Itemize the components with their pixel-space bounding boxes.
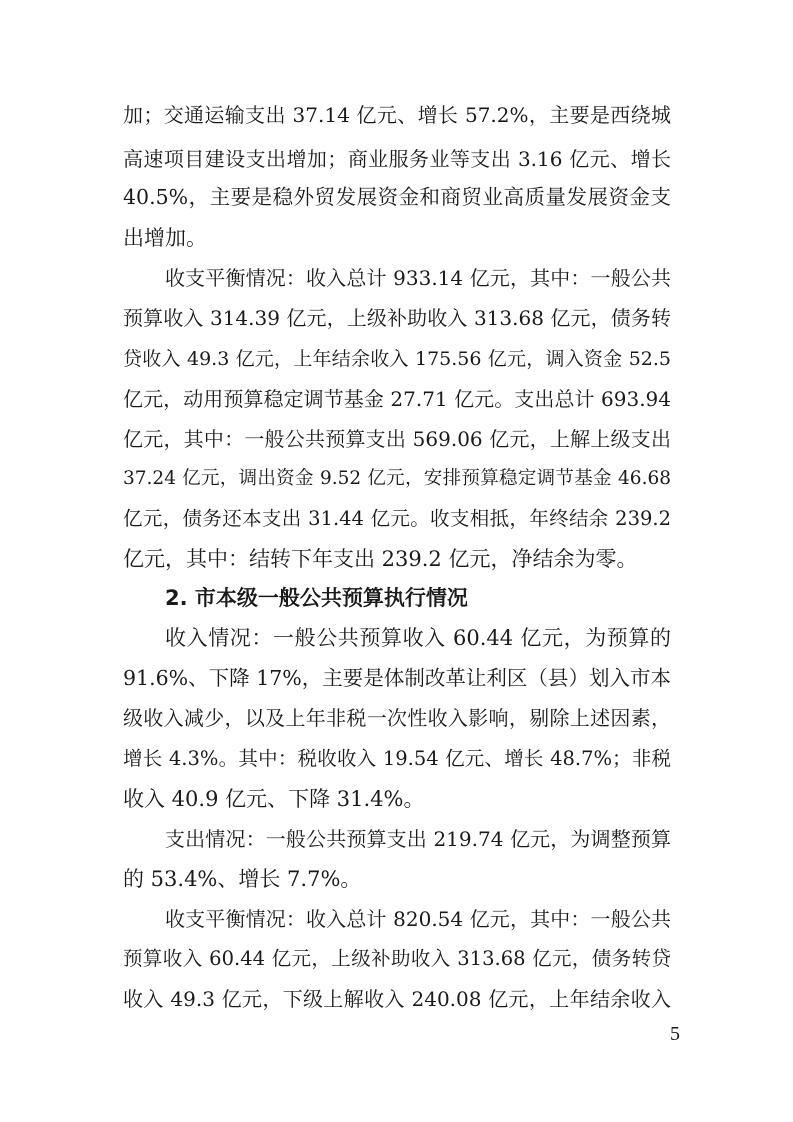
text-line: 级收入减少，以及上年非税一次性收入影响，剔除上述因素， <box>123 706 671 730</box>
text-line: 亿元，债务还本支出 31.44 亿元。收支相抵，年终结余 239.2 <box>123 507 671 530</box>
text-line: 亿元，其中：结转下年支出 239.2 亿元，净结余为零。 <box>123 547 638 571</box>
text-line: 预算收入 314.39 亿元，上级补助收入 313.68 亿元，债务转 <box>123 306 671 330</box>
section-heading: 2. 市本级一般公共预算执行情况 <box>165 586 468 610</box>
text-line: 增长 4.3%。其中：税收收入 19.54 亿元、增长 48.7%；非税 <box>123 747 671 770</box>
paragraph-start-line: 支出情况：一般公共预算支出 219.74 亿元，为调整预算 <box>165 827 671 851</box>
text-line: 亿元，动用预算稳定调节基金 27.71 亿元。支出总计 693.94 <box>123 387 671 411</box>
paragraph-start-line: 收入情况：一般公共预算收入 60.44 亿元，为预算的 <box>165 626 671 650</box>
page-number: 5 <box>670 1023 680 1045</box>
text-line: 收入 49.3 亿元，下级上解收入 240.08 亿元，上年结余收入 <box>123 987 671 1011</box>
text-line: 91.6%、下降 17%，主要是体制改革让利区（县）划入市本 <box>123 666 671 690</box>
text-line: 的 53.4%、增长 7.7%。 <box>123 867 362 891</box>
text-line: 亿元，其中：一般公共预算支出 569.06 亿元，上解上级支出 <box>123 427 671 451</box>
text-line: 收入 40.9 亿元、下降 31.4%。 <box>123 787 425 811</box>
text-line: 40.5%，主要是稳外贸发展资金和商贸业高质量发展资金支 <box>123 185 671 209</box>
text-line: 37.24 亿元，调出资金 9.52 亿元，安排预算稳定调节基金 46.68 <box>123 468 671 489</box>
text-line: 高速项目建设支出增加；商业服务业等支出 3.16 亿元、增长 <box>123 147 671 171</box>
text-line: 出增加。 <box>123 226 207 250</box>
paragraph-start-line: 收支平衡情况：收入总计 933.14 亿元，其中：一般公共 <box>165 266 671 290</box>
text-line: 加；交通运输支出 37.14 亿元、增长 57.2%，主要是西绕城 <box>123 103 671 127</box>
text-line: 预算收入 60.44 亿元，上级补助收入 313.68 亿元，债务转贷 <box>123 947 671 970</box>
text-line: 贷收入 49.3 亿元，上年结余收入 175.56 亿元，调入资金 52.5 <box>123 348 671 370</box>
paragraph-start-line: 收支平衡情况：收入总计 820.54 亿元，其中：一般公共 <box>165 907 671 931</box>
